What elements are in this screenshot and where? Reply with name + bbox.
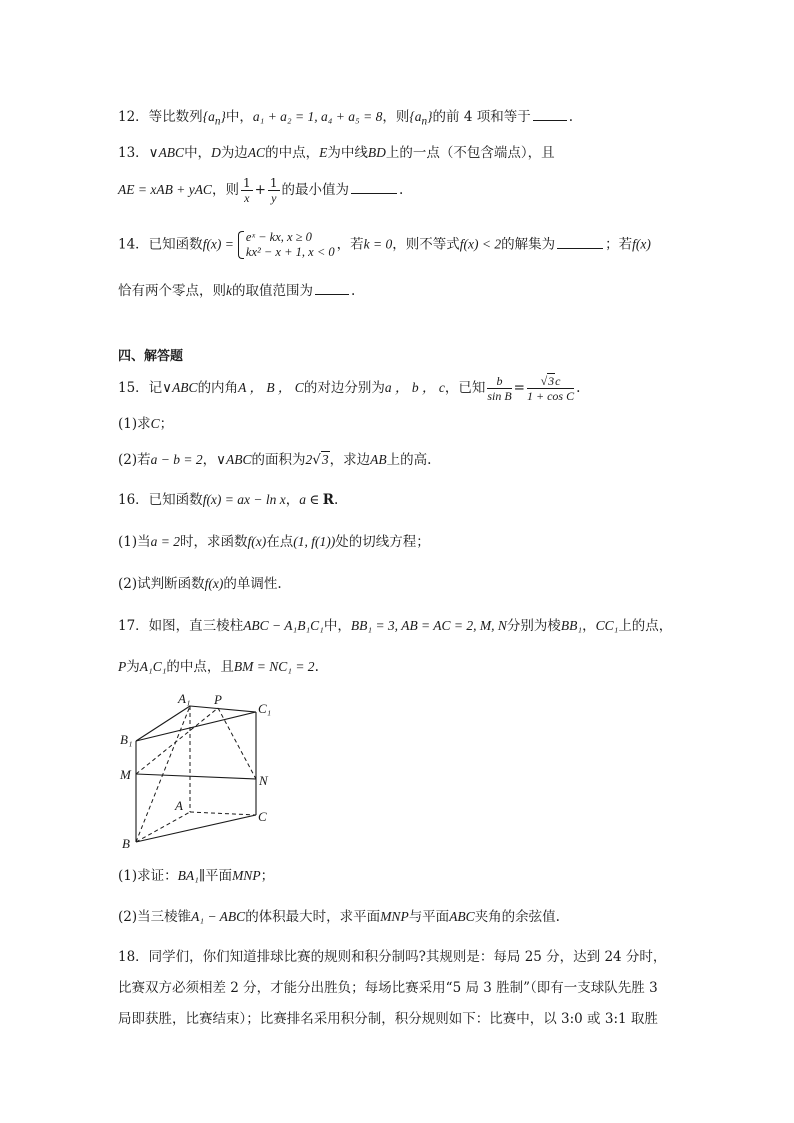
q12-answer-blank bbox=[533, 108, 567, 121]
question-16: 16．已知函数f(x) = ax − ln x，a ∈ R. bbox=[118, 492, 339, 508]
question-17-line-2: P为A₁C₁的中点，且BM = NC₁ = 2. bbox=[118, 659, 319, 675]
q14-answer-blank-2 bbox=[315, 282, 349, 295]
edge-b1-c1 bbox=[136, 712, 256, 741]
edge-b1-a1 bbox=[136, 706, 190, 741]
question-16-part-1: (1)当a = 2时，求函数f(x)在点(1, f(1))处的切线方程； bbox=[118, 534, 430, 550]
q13-fraction-2: $\frac{1}{y}$ bbox=[269, 176, 278, 205]
q15-fraction-left: $\frac{b}{\text{sin B}}$ bbox=[487, 374, 512, 403]
label-b: B bbox=[122, 836, 130, 850]
q15-fraction-right: $\frac{√3c}{\text{1 + cos C}}$ bbox=[526, 374, 575, 403]
edge-b-c bbox=[136, 815, 256, 842]
question-18-line-2: 比赛双方必须相差 2 分，才能分出胜负；每场比赛采用“5 局 3 胜制”（即有一支球队先胜 3 bbox=[118, 980, 658, 996]
question-15-line-1: 15．记∨ABC的内角A ， B ， C的对边分别为a ， b ， c，已知 $\frac{b}{\text{sin B}}$ = $\frac{√3c}{\text{1 + cos C}}$ . bbox=[118, 374, 581, 403]
segment-p-n-hidden bbox=[218, 708, 256, 779]
question-17-line-1: 17．如图，直三棱柱ABC − A₁B₁C₁中，BB₁ = 3, AB = AC = 2, M, N分别为棱BB₁，CC₁上的点， bbox=[118, 618, 673, 634]
question-13-line-1: 13．∨ABC中，D为边AC的中点，E为中线BD上的一点（不包含端点），且 bbox=[118, 145, 555, 161]
label-c1: C₁ bbox=[258, 701, 272, 716]
q13-vector-equation: AE = xAB + yAC bbox=[118, 182, 212, 197]
q12-seq-2: $\{a_n\}$ bbox=[409, 109, 433, 128]
edge-a1-c1 bbox=[190, 706, 256, 712]
q12-then: ，则 bbox=[382, 109, 410, 125]
label-n: N bbox=[259, 773, 268, 788]
q12-seq: $\{a_n\}$ bbox=[202, 109, 226, 128]
q12-prefix: 12．等比数列 bbox=[118, 109, 203, 125]
segment-m-p-hidden bbox=[136, 708, 218, 774]
question-15-part-1: (1)求C； bbox=[118, 416, 174, 432]
question-18-line-1: 18．同学们，你们知道排球比赛的规则和积分制吗?其规则是：每局 25 分，达到 24 分时， bbox=[118, 949, 667, 965]
question-14-line-2: 恰有两个零点，则k的取值范围为 . bbox=[118, 283, 356, 299]
q14-answer-blank-1 bbox=[557, 236, 603, 249]
label-p: P bbox=[214, 692, 222, 707]
q12-equation: a₁ + a₂ = 1, a₄ + a₅ = 8 bbox=[252, 109, 383, 124]
question-17-part-1: (1)求证：BA₁∥平面MNP； bbox=[118, 868, 275, 884]
q13-fraction-1: $\frac{1}{x}$ bbox=[242, 176, 251, 205]
label-a: A bbox=[175, 798, 183, 813]
edge-b-a-hidden bbox=[136, 812, 190, 842]
label-b1: B₁ bbox=[120, 732, 133, 747]
question-12: 12．等比数列$\{a_n\}$中，a₁ + a₂ = 1, a₄ + a₅ = 8，则$\{a_n\}$的前 4 项和等于 . bbox=[118, 109, 573, 128]
q12-suffix: 的前 4 项和等于 bbox=[432, 109, 531, 125]
q12-mid: 中， bbox=[225, 109, 253, 125]
question-14-line-1: 14．已知函数f(x) = eˣ − kx, x ≥ 0 kx² − x + 1, x < 0 ，若k = 0，则不等式f(x) < 2的解集为 ；若f(x) bbox=[118, 230, 651, 259]
question-17-part-2: (2)当三棱锥A₁ − ABC的体积最大时，求平面MNP与平面ABC夹角的余弦值. bbox=[118, 909, 560, 925]
label-c: C bbox=[258, 809, 267, 824]
question-13-line-2: AE = xAB + yAC，则 $\frac{1}{x}$ + $\frac{1}{y}$ 的最小值为 . bbox=[118, 176, 404, 205]
prism-figure bbox=[112, 690, 282, 850]
edge-a-c-hidden bbox=[190, 812, 256, 815]
segment-mn bbox=[136, 774, 256, 779]
section-heading: 四、解答题 bbox=[118, 349, 184, 364]
q14-piecewise: eˣ − kx, x ≥ 0 kx² − x + 1, x < 0 bbox=[236, 230, 335, 260]
q13-answer-blank bbox=[351, 181, 397, 194]
label-a1: A₁ bbox=[178, 691, 191, 706]
label-m: M bbox=[120, 767, 131, 782]
question-16-part-2: (2)试判断函数f(x)的单调性. bbox=[118, 576, 282, 592]
question-18-line-3: 局即获胜，比赛结束）；比赛排名采用积分制，积分规则如下：比赛中，以 3:0 或 3:1 取胜 bbox=[118, 1011, 658, 1027]
question-15-part-2: (2)若a − b = 2，∨ABC的面积为2√3，求边AB上的高. bbox=[118, 452, 432, 468]
